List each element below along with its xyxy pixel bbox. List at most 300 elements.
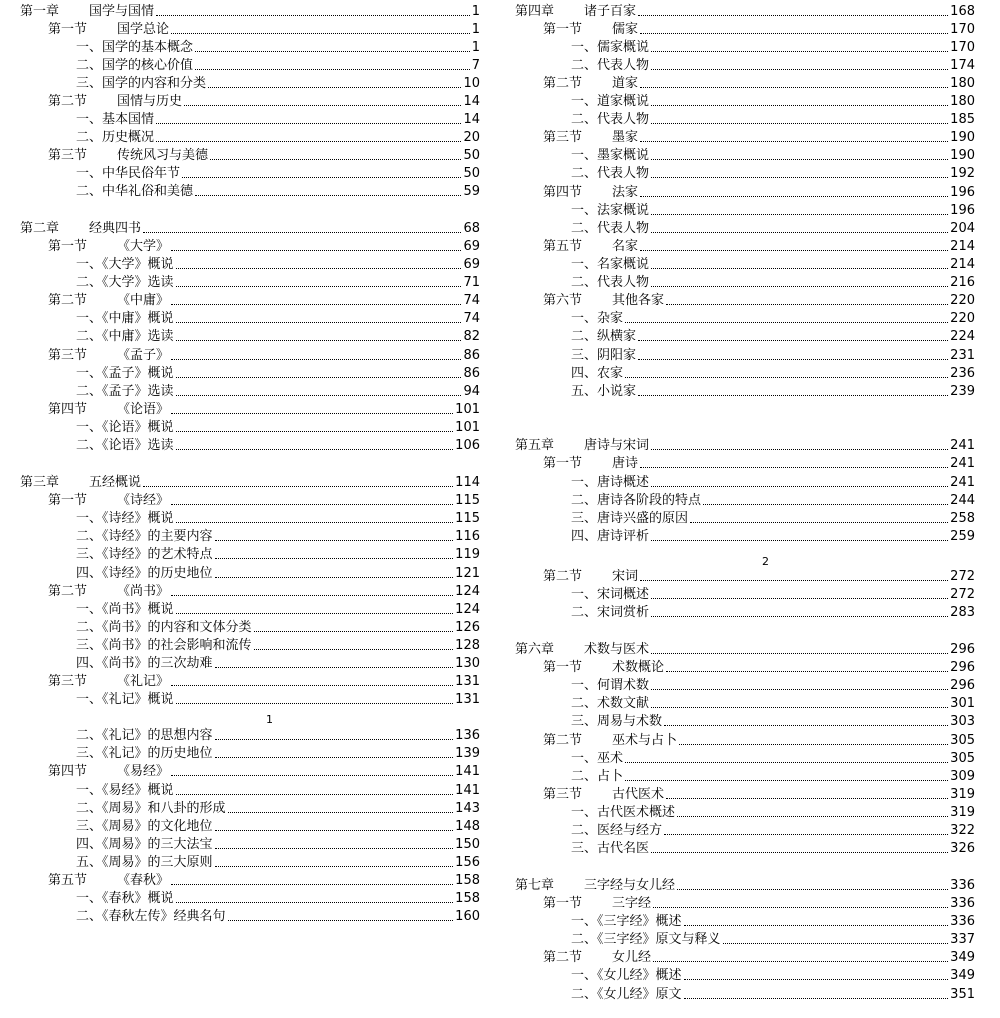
toc-page-number: 220 [950, 311, 975, 326]
toc-entry-title: 一、杂家 [571, 311, 624, 326]
toc-page-number: 106 [455, 438, 480, 453]
toc-entry-title: 名家 [612, 239, 639, 254]
dot-leader [171, 673, 453, 686]
toc-section-entry[interactable] [515, 292, 975, 310]
toc-item-entry[interactable] [20, 601, 480, 619]
toc-entry-title: 二、代表人物 [571, 58, 650, 73]
dot-leader [176, 437, 454, 450]
toc-entry-title: 三、古代名医 [571, 841, 650, 856]
dot-leader [210, 147, 461, 160]
toc-entry-title: 儒家 [612, 22, 639, 37]
toc-page-number: 69 [463, 239, 480, 254]
toc-section-entry[interactable] [515, 455, 975, 473]
toc-entry-title: 一、基本国情 [76, 112, 155, 127]
toc-page-number: 156 [455, 855, 480, 870]
toc-item-entry[interactable] [20, 419, 480, 437]
toc-page-number: 322 [950, 823, 975, 838]
toc-entry-title: 二、《论语》选读 [76, 438, 174, 453]
toc-entry-title: 一、中华民俗年节 [76, 166, 181, 181]
toc-page-number: 20 [463, 130, 480, 145]
toc-section-entry[interactable] [20, 673, 480, 691]
toc-entry-number: 第二节 [543, 733, 583, 748]
toc-section-entry[interactable] [20, 147, 480, 165]
toc-section-entry[interactable] [515, 949, 975, 967]
toc-entry-number: 第四节 [48, 402, 88, 417]
toc-item-entry[interactable] [515, 822, 975, 840]
toc-page-number: 14 [463, 112, 480, 127]
toc-entry-title: 一、《春秋》概说 [76, 891, 174, 906]
toc-page-number: 241 [950, 475, 975, 490]
toc-page-number: 305 [950, 751, 975, 766]
toc-item-entry[interactable] [20, 256, 480, 274]
toc-page-number: 303 [950, 714, 975, 729]
toc-section-entry[interactable] [515, 659, 975, 677]
toc-page-number: 101 [455, 420, 480, 435]
dot-leader [156, 3, 470, 16]
dot-leader [651, 165, 948, 178]
toc-item-entry[interactable] [515, 750, 975, 768]
toc-item-entry[interactable] [515, 93, 975, 111]
toc-item-entry[interactable] [515, 931, 975, 949]
toc-entry-title: 一、《礼记》概说 [76, 692, 174, 707]
toc-page-number: 180 [950, 94, 975, 109]
toc-page-number: 124 [455, 602, 480, 617]
toc-page-number: 351 [950, 987, 975, 1002]
toc-entry-number: 第一节 [543, 22, 583, 37]
toc-entry-title: 一、唐诗概述 [571, 475, 650, 490]
toc-item-entry[interactable] [20, 818, 480, 836]
dot-leader [651, 220, 948, 233]
toc-page-number: 216 [950, 275, 975, 290]
toc-section-entry[interactable] [515, 895, 975, 913]
toc-page-number: 336 [950, 896, 975, 911]
toc-section-entry[interactable] [20, 21, 480, 39]
toc-page-number: 114 [455, 475, 480, 490]
dot-leader [176, 782, 454, 795]
toc-item-entry[interactable] [515, 474, 975, 492]
dot-leader [703, 492, 948, 505]
toc-item-entry[interactable] [20, 328, 480, 346]
toc-page-number: 148 [455, 819, 480, 834]
dot-leader [690, 510, 948, 523]
toc-page-number: 309 [950, 769, 975, 784]
dot-leader [171, 238, 461, 251]
dot-leader [651, 695, 948, 708]
toc-item-entry[interactable] [515, 111, 975, 129]
toc-item-entry[interactable] [20, 75, 480, 93]
toc-entry-number: 第五章 [515, 438, 555, 453]
toc-entry-title: 四、农家 [571, 366, 624, 381]
toc-page-number: 349 [950, 950, 975, 965]
dot-leader [176, 310, 462, 323]
toc-page-number: 231 [950, 348, 975, 363]
dot-leader [171, 872, 453, 885]
toc-item-entry[interactable] [515, 165, 975, 183]
dot-leader [171, 401, 453, 414]
toc-page-number: 131 [455, 674, 480, 689]
toc-section-entry[interactable] [20, 763, 480, 781]
toc-entry-title: 一、古代医术概述 [571, 805, 676, 820]
dot-leader [176, 256, 462, 269]
toc-entry-title: 四、《尚书》的三次劫难 [76, 656, 213, 671]
toc-entry-title: 一、宋词概述 [571, 587, 650, 602]
toc-section-entry[interactable] [515, 568, 975, 586]
toc-entry-title: 五、小说家 [571, 384, 637, 399]
toc-entry-number: 第三节 [48, 148, 88, 163]
dot-leader [176, 601, 454, 614]
toc-entry-title: 经典四书 [89, 221, 142, 236]
toc-entry-title: 一、道家概说 [571, 94, 650, 109]
toc-item-entry[interactable] [515, 713, 975, 731]
toc-entry-number: 第三节 [543, 130, 583, 145]
toc-entry-number: 第二节 [48, 584, 88, 599]
toc-item-entry[interactable] [515, 328, 975, 346]
toc-item-entry[interactable] [515, 510, 975, 528]
toc-chapter-entry[interactable] [515, 437, 975, 455]
dot-leader [651, 93, 948, 106]
dot-leader [215, 565, 454, 578]
toc-entry-title: 二、《三字经》原文与释义 [571, 932, 721, 947]
toc-entry-title: 一、儒家概说 [571, 40, 650, 55]
toc-page-number: 258 [950, 511, 975, 526]
dot-leader [195, 39, 470, 52]
toc-entry-title: 一、法家概说 [571, 203, 650, 218]
toc-item-entry[interactable] [20, 691, 480, 709]
dot-leader [143, 474, 453, 487]
toc-chapter-entry[interactable] [515, 3, 975, 21]
toc-entry-number: 第四章 [515, 4, 555, 19]
toc-item-entry[interactable] [515, 274, 975, 292]
toc-item-entry[interactable] [20, 745, 480, 763]
toc-page-number: 170 [950, 40, 975, 55]
toc-entry-title: 《春秋》 [117, 873, 170, 888]
toc-entry-title: 一、名家概说 [571, 257, 650, 272]
toc-entry-number: 第一章 [20, 4, 60, 19]
toc-page-number: 204 [950, 221, 975, 236]
dot-leader [215, 727, 454, 740]
toc-page-number: 224 [950, 329, 975, 344]
toc-page-number: 196 [950, 185, 975, 200]
dot-leader [640, 184, 948, 197]
toc-page-number: 214 [950, 239, 975, 254]
dot-leader [666, 659, 948, 672]
toc-item-entry[interactable] [20, 836, 480, 854]
dot-leader [254, 619, 454, 632]
toc-page-number: 59 [463, 184, 480, 199]
toc-item-entry[interactable] [20, 510, 480, 528]
toc-page-number: 305 [950, 733, 975, 748]
dot-leader [653, 949, 948, 962]
toc-page-number: 168 [950, 4, 975, 19]
toc-item-entry[interactable] [20, 908, 480, 926]
toc-item-entry[interactable] [515, 604, 975, 622]
toc-item-entry[interactable] [515, 986, 975, 1004]
toc-item-entry[interactable] [515, 768, 975, 786]
toc-item-entry[interactable] [515, 913, 975, 931]
toc-entry-title: 一、《中庸》概说 [76, 311, 174, 326]
dot-leader [176, 419, 454, 432]
toc-entry-number: 第七章 [515, 878, 555, 893]
toc-page-number: 185 [950, 112, 975, 127]
toc-entry-title: 宋词 [612, 569, 639, 584]
dot-leader [625, 750, 948, 763]
toc-entry-number: 第五节 [48, 873, 88, 888]
toc-page-number: 86 [463, 348, 480, 363]
page-number-right: 2 [762, 555, 769, 568]
toc-item-entry[interactable] [515, 256, 975, 274]
toc-item-entry[interactable] [20, 565, 480, 583]
toc-entry-title: 唐诗 [612, 456, 639, 471]
toc-page-number: 214 [950, 257, 975, 272]
toc-item-entry[interactable] [20, 890, 480, 908]
toc-page-number: 296 [950, 678, 975, 693]
toc-item-entry[interactable] [515, 528, 975, 546]
toc-item-entry[interactable] [20, 57, 480, 75]
toc-item-entry[interactable] [20, 655, 480, 673]
toc-section-entry[interactable] [20, 583, 480, 601]
toc-chapter-entry[interactable] [515, 877, 975, 895]
dot-leader [176, 365, 462, 378]
toc-page-number: 116 [455, 529, 480, 544]
toc-entry-title: 二、《大学》选读 [76, 275, 174, 290]
toc-item-entry[interactable] [20, 619, 480, 637]
toc-entry-title: 《诗经》 [117, 493, 170, 508]
toc-page-number: 74 [463, 311, 480, 326]
toc-item-entry[interactable] [515, 967, 975, 985]
toc-entry-number: 第一节 [543, 456, 583, 471]
toc-entry-title: 一、《女儿经》概述 [571, 968, 682, 983]
toc-item-entry[interactable] [20, 528, 480, 546]
toc-page-number: 1 [471, 22, 480, 37]
dot-leader [679, 732, 948, 745]
toc-page-number: 50 [463, 166, 480, 181]
toc-item-entry[interactable] [20, 546, 480, 564]
dot-leader [684, 986, 949, 999]
toc-item-entry[interactable] [20, 165, 480, 183]
toc-item-entry[interactable] [20, 183, 480, 201]
toc-item-entry[interactable] [515, 57, 975, 75]
dot-leader [195, 183, 461, 196]
toc-item-entry[interactable] [515, 840, 975, 858]
toc-page-number: 139 [455, 746, 480, 761]
dot-leader [653, 895, 948, 908]
dot-leader [215, 818, 454, 831]
dot-leader [664, 713, 948, 726]
dot-leader [640, 568, 948, 581]
toc-page-number: 241 [950, 456, 975, 471]
toc-section-entry[interactable] [515, 184, 975, 202]
toc-page-number: 158 [455, 891, 480, 906]
toc-item-entry[interactable] [515, 804, 975, 822]
toc-entry-title: 二、《孟子》选读 [76, 384, 174, 399]
toc-entry-number: 第二节 [543, 76, 583, 91]
toc-entry-title: 唐诗与宋词 [584, 438, 650, 453]
toc-page-number: 336 [950, 878, 975, 893]
toc-item-entry[interactable] [20, 129, 480, 147]
toc-entry-title: 二、代表人物 [571, 166, 650, 181]
toc-item-entry[interactable] [20, 365, 480, 383]
toc-item-entry[interactable] [515, 677, 975, 695]
dot-leader [640, 75, 948, 88]
dot-leader [651, 641, 948, 654]
dot-leader [208, 75, 461, 88]
dot-leader [723, 931, 949, 944]
toc-section-entry[interactable] [20, 93, 480, 111]
dot-leader [176, 890, 454, 903]
toc-entry-title: 墨家 [612, 130, 639, 145]
toc-entry-title: 一、《三字经》概述 [571, 914, 682, 929]
toc-item-entry[interactable] [515, 492, 975, 510]
toc-section-entry[interactable] [515, 75, 975, 93]
toc-section-entry[interactable] [20, 492, 480, 510]
toc-entry-title: 二、占卜 [571, 769, 624, 784]
toc-item-entry[interactable] [515, 383, 975, 401]
dot-leader [625, 310, 948, 323]
toc-section-entry[interactable] [20, 401, 480, 419]
toc-page-number: 131 [455, 692, 480, 707]
toc-item-entry[interactable] [20, 437, 480, 455]
dot-leader [651, 840, 948, 853]
dot-leader [640, 455, 948, 468]
toc-entry-title: 二、《尚书》的内容和文体分类 [76, 620, 252, 635]
toc-item-entry[interactable] [515, 220, 975, 238]
toc-item-entry[interactable] [515, 147, 975, 165]
toc-item-entry[interactable] [515, 586, 975, 604]
toc-section-entry[interactable] [515, 732, 975, 750]
toc-entry-title: 三字经 [612, 896, 652, 911]
dot-leader [684, 913, 949, 926]
toc-entry-title: 一、巫术 [571, 751, 624, 766]
toc-page-number: 272 [950, 569, 975, 584]
toc-section-entry[interactable] [20, 872, 480, 890]
toc-entry-number: 第二节 [543, 950, 583, 965]
toc-page-number: 101 [455, 402, 480, 417]
toc-section-entry[interactable] [515, 21, 975, 39]
toc-entry-title: 诸子百家 [584, 4, 637, 19]
toc-section-entry[interactable] [515, 129, 975, 147]
toc-entry-number: 第六节 [543, 293, 583, 308]
toc-item-entry[interactable] [20, 854, 480, 872]
toc-page-number: 1 [471, 4, 480, 19]
toc-item-entry[interactable] [20, 274, 480, 292]
dot-leader [677, 877, 948, 890]
toc-entry-number: 第三章 [20, 475, 60, 490]
toc-page-number: 1 [471, 40, 480, 55]
toc-item-entry[interactable] [515, 310, 975, 328]
toc-section-entry[interactable] [515, 786, 975, 804]
dot-leader [215, 836, 454, 849]
toc-item-entry[interactable] [515, 695, 975, 713]
toc-page-number: 296 [950, 642, 975, 657]
toc-entry-number: 第一节 [48, 493, 88, 508]
toc-entry-title: 三、《诗经》的艺术特点 [76, 547, 213, 562]
dot-leader [215, 528, 454, 541]
toc-entry-title: 四、《诗经》的历史地位 [76, 566, 213, 581]
toc-page-number: 236 [950, 366, 975, 381]
toc-chapter-entry[interactable] [20, 220, 480, 238]
toc-entry-title: 三、国学的内容和分类 [76, 76, 207, 91]
dot-leader [184, 93, 461, 106]
toc-entry-title: 一、国学的基本概念 [76, 40, 194, 55]
toc-item-entry[interactable] [515, 365, 975, 383]
toc-item-entry[interactable] [515, 347, 975, 365]
toc-entry-title: 三、《礼记》的历史地位 [76, 746, 213, 761]
toc-section-entry[interactable] [20, 347, 480, 365]
dot-leader [638, 3, 948, 16]
toc-page-number: 196 [950, 203, 975, 218]
toc-page-number: 272 [950, 587, 975, 602]
toc-page-number: 190 [950, 130, 975, 145]
toc-item-entry[interactable] [20, 111, 480, 129]
toc-entry-title: 《孟子》 [117, 348, 170, 363]
toc-item-entry[interactable] [20, 310, 480, 328]
dot-leader [215, 854, 454, 867]
dot-leader [176, 691, 454, 704]
toc-page-number: 301 [950, 696, 975, 711]
toc-entry-number: 第一节 [543, 896, 583, 911]
toc-page-number: 74 [463, 293, 480, 308]
toc-page-number: 220 [950, 293, 975, 308]
toc-item-entry[interactable] [20, 637, 480, 655]
toc-chapter-entry[interactable] [515, 641, 975, 659]
toc-section-entry[interactable] [515, 238, 975, 256]
toc-entry-number: 第五节 [543, 239, 583, 254]
toc-entry-title: 二、《礼记》的思想内容 [76, 728, 213, 743]
toc-page-number: 128 [455, 638, 480, 653]
toc-page-number: 86 [463, 366, 480, 381]
toc-entry-number: 第四节 [48, 764, 88, 779]
toc-page-number: 68 [463, 221, 480, 236]
toc-entry-title: 二、国学的核心价值 [76, 58, 194, 73]
toc-item-entry[interactable] [515, 39, 975, 57]
dot-leader [625, 365, 948, 378]
toc-entry-title: 巫术与占卜 [612, 733, 678, 748]
toc-entry-title: 一、《诗经》概说 [76, 511, 174, 526]
toc-item-entry[interactable] [20, 383, 480, 401]
toc-entry-title: 一、《大学》概说 [76, 257, 174, 272]
toc-entry-title: 一、墨家概说 [571, 148, 650, 163]
dot-leader [651, 586, 948, 599]
toc-page-number: 337 [950, 932, 975, 947]
toc-item-entry[interactable] [20, 39, 480, 57]
dot-leader [156, 111, 461, 124]
toc-item-entry[interactable] [20, 727, 480, 745]
toc-page-number: 239 [950, 384, 975, 399]
toc-page-number: 14 [463, 94, 480, 109]
toc-chapter-entry[interactable] [20, 3, 480, 21]
toc-item-entry[interactable] [20, 782, 480, 800]
toc-item-entry[interactable] [515, 202, 975, 220]
toc-entry-title: 《中庸》 [117, 293, 170, 308]
dot-leader [651, 57, 948, 70]
toc-page-number: 180 [950, 76, 975, 91]
dot-leader [171, 492, 453, 505]
toc-entry-title: 二、《中庸》选读 [76, 329, 174, 344]
dot-leader [638, 383, 948, 396]
dot-leader [651, 604, 948, 617]
dot-leader [651, 202, 948, 215]
toc-entry-number: 第二节 [48, 293, 88, 308]
toc-entry-title: 《易经》 [117, 764, 170, 779]
toc-page-number: 319 [950, 805, 975, 820]
toc-chapter-entry[interactable] [20, 474, 480, 492]
toc-entry-title: 三、唐诗兴盛的原因 [571, 511, 689, 526]
toc-section-entry[interactable] [20, 238, 480, 256]
toc-section-entry[interactable] [20, 292, 480, 310]
dot-leader [215, 546, 454, 559]
toc-item-entry[interactable] [20, 800, 480, 818]
toc-page-number: 160 [455, 909, 480, 924]
